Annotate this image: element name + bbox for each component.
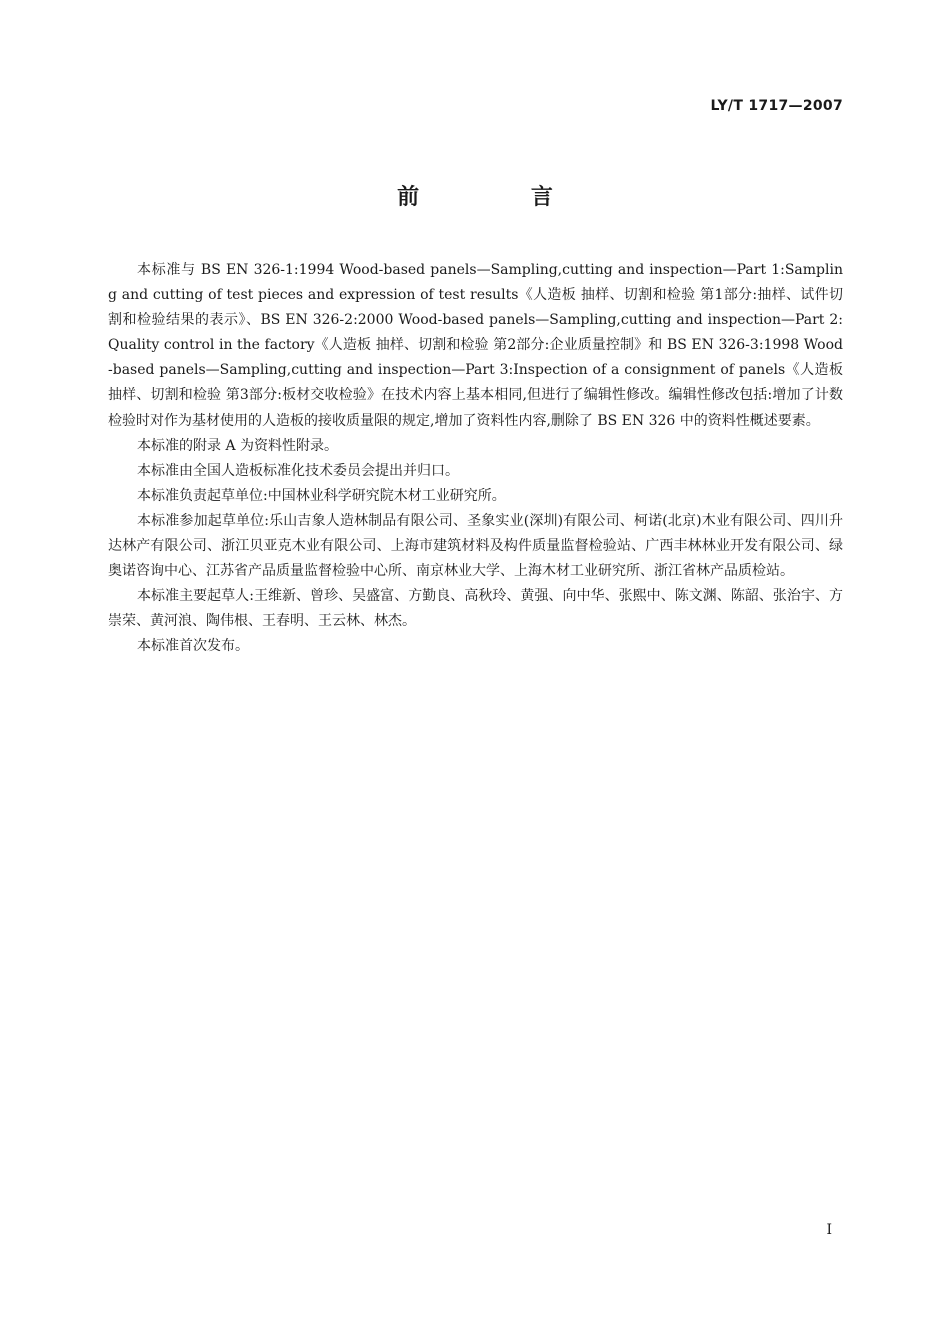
foreword-body (108, 258, 843, 660)
paragraph-lead-drafter: 本标准负责起草单位:中国林业科学研究院木材工业研究所。 (137, 487, 506, 504)
paragraph-proposer: 本标准由全国人造板标准化技术委员会提出并归口。 (137, 462, 459, 479)
paragraph-equivalence: 本标准与 BS EN 326-1:1994 Wood-based panels—Sampling,cutting and inspection—Part 1:Sampling and cutting of test pieces and expression of test results《人造板 抽样、切割和检验 第1部分:抽样、试件切割和检验结果的表示》、BS EN 326-2:2000 Wood-based panels—Sampling,cutting and inspection—Part 2:Quality control in the factory《人造板 抽样、切割和检验 第2部分:企业质量控制》和 BS EN 326-3:1998 Wood-based panels—Sampling,cutting and inspection—Part 3:Inspection of a consignment of panels《人造板 抽样、切割和检验 第3部分:板材交收检验》在技术内容上基本相同,但进行了编辑性修改。编辑性修改包括:增加了计数检验时对作为基材使用的人造板的接收质量限的规定,增加了资料性内容,删除了 BS EN 326 中的资料性概述要素。 (108, 262, 843, 429)
paragraph-annex: 本标准的附录 A 为资料性附录。 (137, 437, 339, 454)
paragraph-participating-drafters: 本标准参加起草单位:乐山吉象人造林制品有限公司、圣象实业(深圳)有限公司、柯诺(北京)木业有限公司、四川升达林产有限公司、浙江贝亚克木业有限公司、上海市建筑材料及构件质量监督检验站、广西丰林林业开发有限公司、绿奥诺咨询中心、江苏省产品质量监督检验中心所、南京林业大学、上海木材工业研究所、浙江省林产品质检站。 (108, 512, 843, 580)
standard-code: LY/T 1717—2007 (710, 98, 843, 114)
paragraph-first-release: 本标准首次发布。 (137, 638, 249, 655)
page-number: I (826, 1222, 832, 1238)
page-title: 前 言 (397, 185, 605, 210)
paragraph-main-drafters: 本标准主要起草人:王维新、曾珍、吴盛富、方勤良、高秋玲、黄强、向中华、张熙中、陈文渊、陈韶、张治宇、方崇荣、黄河浪、陶伟根、王春明、王云林、林杰。 (108, 588, 843, 630)
